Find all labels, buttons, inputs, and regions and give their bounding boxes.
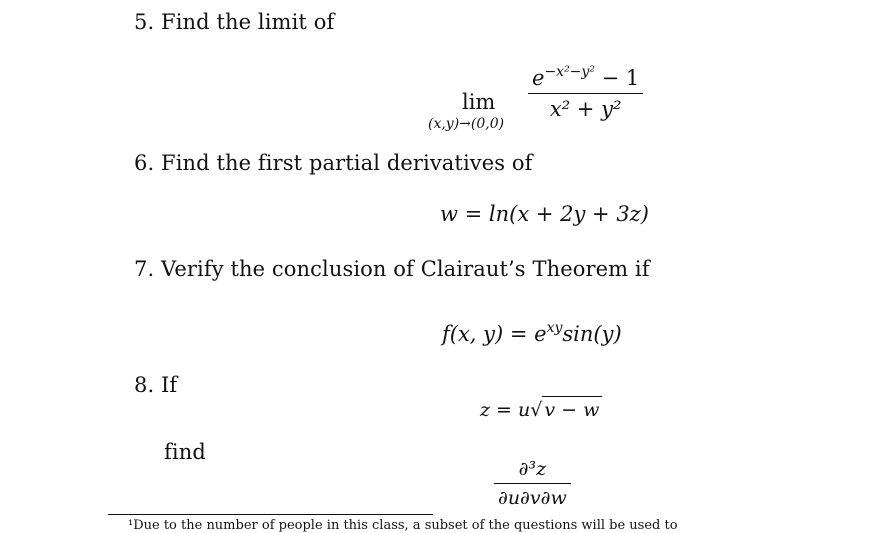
function-f: f(x, $y) = e^{xy}\sin(y)$ (442, 320, 622, 346)
radicand: v − w (542, 396, 602, 421)
third-partial-derivative (494, 458, 571, 509)
problem-number: 8. (134, 373, 155, 397)
square-root (530, 399, 602, 421)
footnote: ¹Due to the number of people in this class, a subset of the questions will be used to (128, 518, 678, 533)
problem-text: Find the first partial derivatives of (161, 151, 533, 175)
limit-subscript: (x,y)→(0,0) (428, 116, 505, 132)
problem-number: 6. (134, 151, 155, 175)
function-z: z = u√ v − w (480, 399, 602, 421)
function-w: w = ln(x + 2y + 3z) (440, 202, 649, 226)
problem-number: 5. (134, 10, 155, 34)
problem-text: Verify the conclusion of Clairaut’s Theorem if (161, 257, 650, 281)
fraction-denominator: ∂u∂v∂w (498, 487, 567, 510)
problem-5 (134, 10, 334, 34)
footnote-rule (108, 514, 433, 515)
fraction-denominator: x² + y² (549, 97, 622, 122)
problem-text: If (161, 373, 178, 397)
fraction-numerator: $e^{-x^2-y^2} - 1$ (532, 64, 640, 90)
problem-number: 7. (134, 257, 155, 281)
problem-7 (134, 257, 650, 281)
exponent: −x²−y² (544, 64, 595, 80)
problem-text: Find the limit of (161, 10, 335, 34)
radical-sign: √ (530, 399, 543, 421)
problem-8 (134, 373, 177, 397)
find-label: find (164, 440, 206, 464)
exponent: xy (546, 320, 563, 336)
fraction-numerator: ∂³z (518, 458, 547, 480)
problem-6 (134, 151, 533, 175)
limit-fraction (528, 66, 643, 121)
limit-operator: lim (462, 90, 496, 114)
